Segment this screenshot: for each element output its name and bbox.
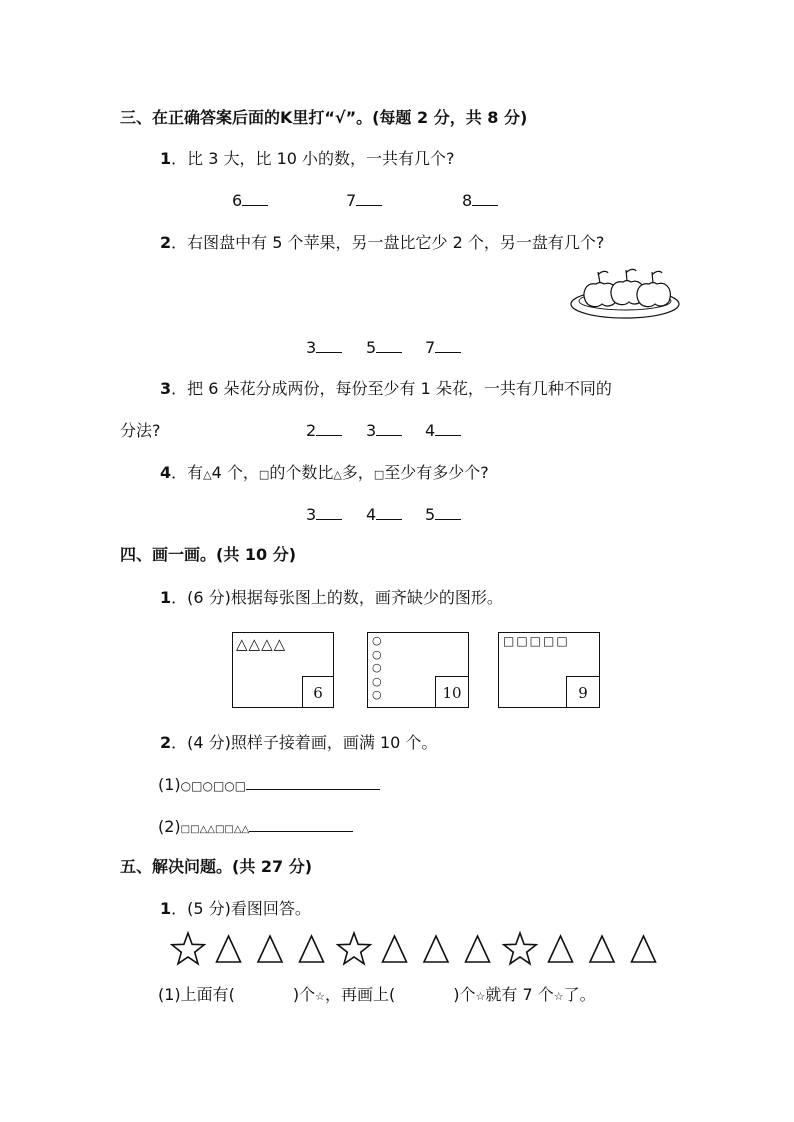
section-5-heading: 五、解决问题。(共 27 分) (120, 857, 313, 876)
figure-row (170, 930, 670, 974)
triangle-shape (549, 936, 573, 962)
answer-blank[interactable] (395, 986, 453, 1000)
triangle-shape (632, 936, 656, 962)
answer-blank[interactable] (376, 421, 402, 436)
choice[interactable]: 7 (346, 190, 382, 212)
triangle-shape (590, 936, 614, 962)
choice[interactable]: 4 (366, 504, 402, 526)
question-number: 1 (160, 149, 172, 168)
answer-blank[interactable] (376, 505, 402, 520)
pattern-2: (2)□□△△□□△△ (158, 816, 353, 841)
question-text: ．(6 分)根据每张图上的数，画齐缺少的图形。 (171, 588, 503, 607)
question-number: 1 (160, 588, 172, 607)
answer-blank[interactable] (435, 338, 461, 353)
answer-blank[interactable] (376, 338, 402, 353)
choice[interactable]: 3 (306, 504, 342, 526)
triangle-shape (300, 936, 324, 962)
count-label: 10 (435, 676, 468, 707)
triangle-shape (258, 936, 282, 962)
count-label: 9 (566, 676, 599, 707)
count-label: 6 (302, 676, 333, 707)
question-text: ．(4 分)照样子接着画，画满 10 个。 (171, 733, 438, 752)
answer-blank[interactable] (435, 505, 461, 520)
choice[interactable]: 5 (366, 337, 402, 359)
answer-blank[interactable] (316, 338, 342, 353)
star-shape (504, 933, 536, 964)
star-icon: ☆ (315, 990, 326, 1003)
choice[interactable]: 4 (425, 420, 461, 442)
answer-blank[interactable] (472, 191, 498, 206)
question-4-2 (160, 732, 437, 754)
answer-blank[interactable] (316, 505, 342, 520)
pattern-2-blank[interactable] (249, 817, 353, 832)
question-number: 1 (160, 899, 172, 918)
triangle-shapes: △△△△ (236, 635, 287, 653)
triangle-shape (217, 936, 241, 962)
figure-row-svg (170, 930, 670, 970)
triangle-shape (466, 936, 490, 962)
question-3-3-cont: 分法? (120, 421, 161, 440)
figure-box (498, 632, 600, 708)
square-icon: □ (258, 468, 270, 481)
answer-blank[interactable] (316, 421, 342, 436)
choice[interactable]: 7 (425, 337, 461, 359)
question-number: 3 (160, 379, 172, 398)
figure-box (232, 632, 334, 708)
choice[interactable]: 6 (232, 190, 268, 212)
question-5-1-sub1: (1)上面有( )个☆，再画上( )个☆就有 7 个☆了。 (158, 985, 596, 1004)
triangle-shape (424, 936, 448, 962)
answer-blank[interactable] (235, 986, 293, 1000)
choice[interactable]: 3 (306, 337, 342, 359)
question-text: ．右图盘中有 5 个苹果，另一盘比它少 2 个，另一盘有几个? (171, 233, 605, 252)
question-3-2 (160, 232, 604, 254)
question-number: 2 (160, 733, 172, 752)
figure-box (367, 632, 469, 708)
triangle-icon: △ (333, 468, 342, 481)
answer-blank[interactable] (242, 191, 268, 206)
question-3-4: 4．有△4 个，□的个数比△多，□至少有多少个? (160, 463, 489, 482)
question-3-3 (160, 378, 612, 400)
apple-plate-image (568, 264, 682, 324)
choice[interactable]: 3 (366, 420, 402, 442)
choice[interactable]: 5 (425, 504, 461, 526)
question-text: ．(5 分)看图回答。 (171, 899, 311, 918)
square-shapes: □□□□□ (503, 634, 570, 648)
choice[interactable]: 2 (306, 420, 342, 442)
triangle-icon: △ (203, 468, 212, 481)
square-icon: □ (373, 468, 385, 481)
section-3-heading: 三、在正确答案后面的K里打“√”。(每题 2 分，共 8 分) (120, 108, 528, 127)
pattern-1-shapes: ○□○□○□ (180, 779, 247, 793)
pattern-2-shapes: □□△△□□△△ (180, 824, 250, 835)
answer-blank[interactable] (356, 191, 382, 206)
star-icon: ☆ (475, 990, 486, 1003)
question-number: 4 (160, 463, 172, 482)
circle-shapes: ○○○○○ (372, 634, 382, 701)
question-number: 2 (160, 233, 172, 252)
star-shape (338, 933, 370, 964)
question-4-1 (160, 587, 503, 609)
answer-blank[interactable] (435, 421, 461, 436)
pattern-1: (1)○□○□○□ (158, 774, 380, 797)
question-3-1 (160, 148, 455, 170)
question-5-1 (160, 898, 311, 920)
star-icon: ☆ (553, 990, 564, 1003)
question-text: ．比 3 大，比 10 小的数，一共有几个? (171, 149, 455, 168)
choice[interactable]: 8 (462, 190, 498, 212)
question-text: ．把 6 朵花分成两份，每份至少有 1 朵花，一共有几种不同的 (171, 379, 612, 398)
star-shape (172, 933, 204, 964)
pattern-1-blank[interactable] (246, 775, 380, 790)
triangle-shape (383, 936, 407, 962)
section-4-heading: 四、画一画。(共 10 分) (120, 545, 297, 564)
